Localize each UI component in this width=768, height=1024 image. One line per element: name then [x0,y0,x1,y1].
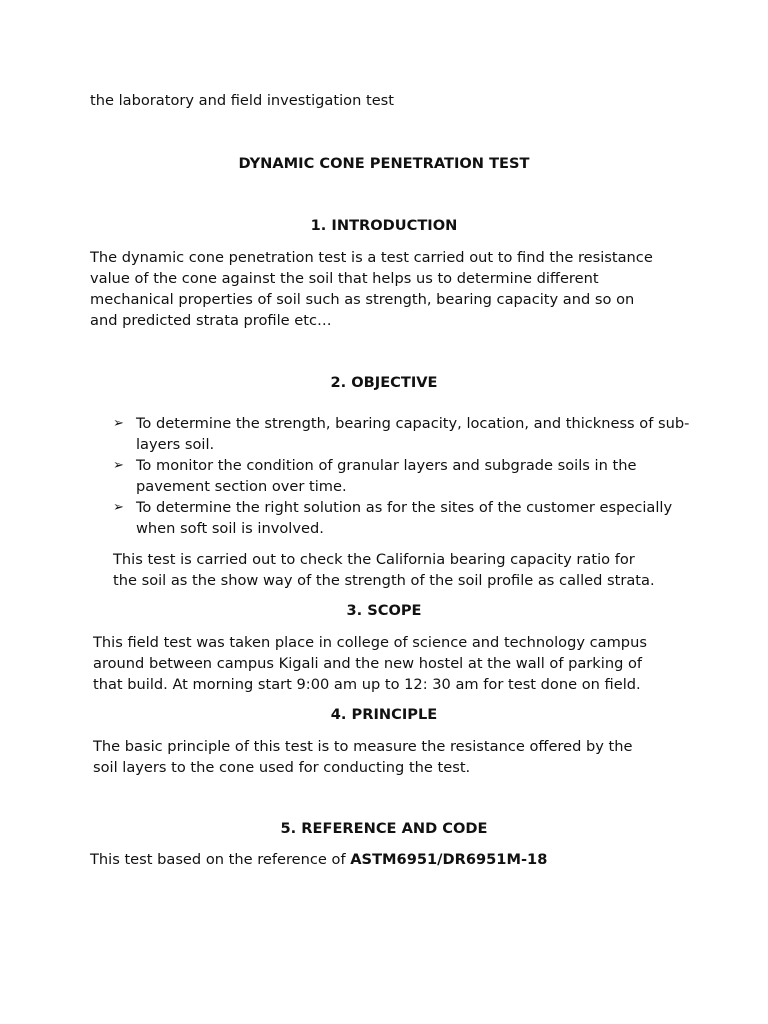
list-item [113,497,693,539]
principle-paragraph [93,736,693,778]
objective-note-line: the soil as the show way of the strength of the soil profile as called strata. [113,572,655,589]
scope-heading: 3. SCOPE [346,602,422,619]
scope-line: around between campus Kigali and the new hostel at the wall of parking of [93,655,643,672]
principle-line: soil layers to the cone used for conducting the test. [93,759,471,776]
bullet-text: To determine the right solution as for the sites of the customer especially when soft soil is involved. [136,499,673,537]
bullet-text: To determine the strength, bearing capacity, location, and thickness of sub-layers soil. [136,415,690,453]
scope-line: This field test was taken place in college of science and technology campus [93,634,647,651]
bullet-text: To monitor the condition of granular layers and subgrade soils in the pavement section over time. [136,457,637,495]
scope-line: that build. At morning start 9:00 am up to 12: 30 am for test done on field. [93,676,641,693]
document-title: DYNAMIC CONE PENETRATION TEST [238,155,530,172]
introduction-line: value of the cone against the soil that helps us to determine different [90,270,599,287]
list-item [113,413,693,455]
introduction-paragraph [90,247,690,331]
principle-heading: 4. PRINCIPLE [330,706,438,723]
objective-note [113,549,713,591]
principle-line: The basic principle of this test is to measure the resistance offered by the [93,738,633,755]
list-item [113,455,693,497]
reference-heading: 5. REFERENCE AND CODE [280,820,488,837]
objective-bullet-list [113,413,693,539]
objective-heading: 2. OBJECTIVE [330,374,438,391]
introduction-line: mechanical properties of soil such as strength, bearing capacity and so on [90,291,635,308]
introduction-line: The dynamic cone penetration test is a test carried out to find the resistance [90,249,653,266]
arrow-bullet-icon: ➢ [113,458,124,473]
reference-text: This test based on the reference of [90,851,351,868]
introduction-heading: 1. INTRODUCTION [310,217,458,234]
reference-paragraph [90,851,547,868]
top-line: the laboratory and field investigation test [90,92,394,109]
scope-paragraph [93,632,693,695]
introduction-line: and predicted strata profile etc… [90,312,332,329]
arrow-bullet-icon: ➢ [113,500,124,515]
objective-note-line: This test is carried out to check the California bearing capacity ratio for [113,551,635,568]
arrow-bullet-icon: ➢ [113,416,124,431]
reference-code: ASTM6951/DR6951M-18 [350,851,548,868]
